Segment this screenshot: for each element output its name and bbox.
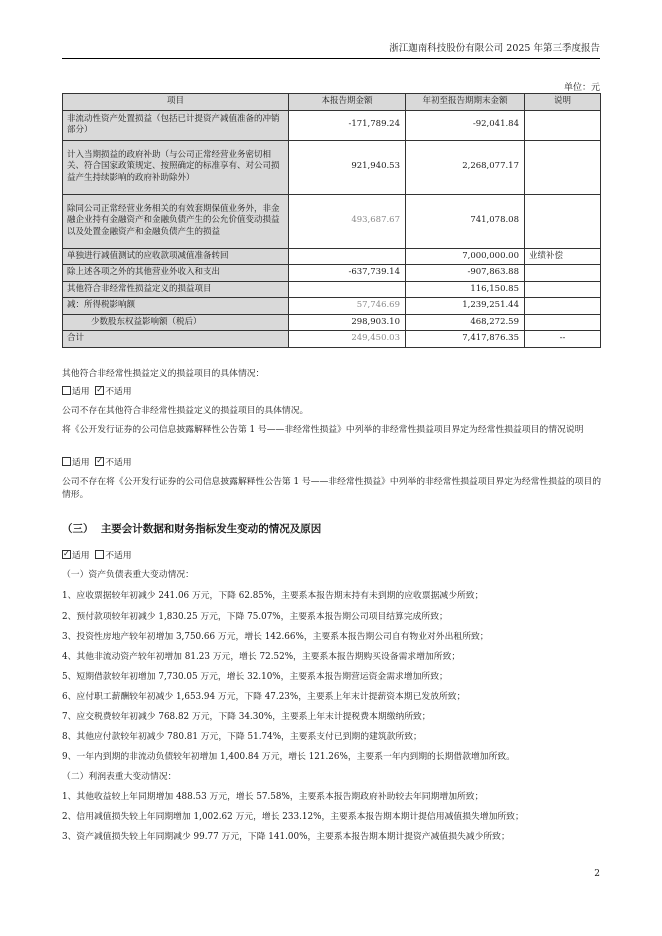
table-row: [63, 194, 601, 248]
list-item: 8、其他应付款较年初减少 780.81 万元，下降 51.74%，主要系支付已到期的建筑款所致；: [62, 732, 422, 742]
paragraph: 其他符合非经常性损益定义的损益项目的具体情况：: [62, 369, 265, 379]
row-note: [525, 314, 601, 331]
section-heading: 主要会计数据和财务指标发生变动的情况及原因: [100, 523, 322, 535]
list-item: 1、应收票据较年初减少 241.06 万元，下降 62.85%，主要系本报告期末持有未到期的应收票据减少所致；: [62, 591, 484, 601]
option-label: 不适用: [105, 387, 132, 397]
paragraph: 公司不存在其他符合非经常性损益定义的损益项目的具体情况。: [62, 406, 309, 416]
list-item: 9、一年内到期的非流动负债较年初增加 1,400.84 万元，增长 121.26%，主要系一年内到期的长期借款增加所致。: [62, 752, 515, 762]
list-item: 4、其他非流动资产较年初增加 81.23 万元，增长 72.52%，主要系本报告期购买设备需求增加所致；: [62, 652, 461, 662]
option-label: 不适用: [105, 458, 132, 468]
option-label: 适用: [72, 458, 90, 468]
applicability-check-2: [62, 457, 602, 470]
row-item: 除同公司正常经营业务相关的有效套期保值业务外，非金融企业持有金融资产和金融负债产生的公允价值变动损益以及处置金融资产和金融负债产生的损益: [63, 194, 289, 248]
list-item: 6、应付职工薪酬较年初减少 1,653.94 万元，下降 47.23%，主要系上年末计提薪资本期已发放所致；: [62, 692, 466, 702]
row-current: [289, 248, 406, 265]
non-recurring-gains-table: [62, 93, 601, 348]
checkbox-icon: [62, 386, 71, 395]
row-note: [525, 281, 601, 298]
row-item: 除上述各项之外的其他营业外收入和支出: [63, 265, 289, 282]
row-current: 493,687.67: [289, 194, 406, 248]
option-label: 不适用: [105, 551, 132, 561]
row-current: 298,903.10: [289, 314, 406, 331]
row-ytd: 468,272.59: [406, 314, 525, 331]
checked-checkbox-icon: [62, 550, 71, 559]
row-ytd: 2,268,077.17: [406, 140, 525, 194]
table-header-row: [63, 94, 601, 111]
table-row-total: [63, 331, 601, 348]
list-item: 1、其他收益较上年同期增加 488.53 万元，增长 57.58%，主要系本报告期政府补助较去年同期增加所致；: [62, 792, 484, 802]
row-ytd: -907,863.88: [406, 265, 525, 282]
section-title: [62, 521, 321, 536]
row-item: 少数股东权益影响额（税后）: [63, 314, 289, 331]
list-item: 2、预付款项较年初减少 1,830.25 万元，下降 75.07%，主要系本报告期公司项目结算完成所致；: [62, 612, 448, 622]
row-item: 其他符合非经常性损益定义的损益项目: [63, 281, 289, 298]
col-header-current: 本报告期金额: [289, 94, 406, 111]
row-ytd: -92,041.84: [406, 110, 525, 140]
page-header: 浙江迦南科技股份有限公司 2025 年第三季度报告: [62, 40, 600, 59]
checked-checkbox-icon: [95, 457, 104, 466]
col-header-note: 说明: [525, 94, 601, 111]
row-ytd: 7,417,876.35: [406, 331, 525, 348]
row-ytd: 116,150.85: [406, 281, 525, 298]
row-current: 921,940.53: [289, 140, 406, 194]
row-note: [525, 140, 601, 194]
row-current: 57,746.69: [289, 298, 406, 315]
table-row: [63, 140, 601, 194]
row-item: 单独进行减值测试的应收款项减值准备转回: [63, 248, 289, 265]
col-header-item: 项目: [63, 94, 289, 111]
balance-sheet-heading: （一）资产负债表重大变动情况：: [62, 570, 194, 580]
row-item: 合计: [63, 331, 289, 348]
checkbox-icon: [95, 550, 104, 559]
row-note: [525, 110, 601, 140]
paragraph: 将《公开发行证券的公司信息披露解释性公告第 1 号——非经常性损益》中列举的非经常性损益项目界定为经常性损益项目的情况说明: [62, 425, 584, 435]
table-row: [63, 314, 601, 331]
row-ytd: 1,239,251.44: [406, 298, 525, 315]
option-label: 适用: [72, 551, 90, 561]
row-item: 减：所得税影响额: [63, 298, 289, 315]
table-row: [63, 298, 601, 315]
section-number: （三）: [62, 523, 94, 535]
list-item: 7、应交税费较年初减少 768.82 万元，下降 34.30%，主要系上年末计提税费本期缴纳所致；: [62, 712, 431, 722]
col-header-ytd: 年初至报告期期末金额: [406, 94, 525, 111]
list-item: 3、投资性房地产较年初增加 3,750.66 万元，增长 142.66%，主要系本报告期公司自有物业对外出租所致；: [62, 632, 489, 642]
applicability-check-1: [62, 386, 602, 399]
row-note: --: [525, 331, 601, 348]
row-note: [525, 298, 601, 315]
row-note: [525, 265, 601, 282]
row-note: [525, 194, 601, 248]
list-item: 2、信用减值损失较上年同期增加 1,002.62 万元，增长 233.12%，主要系本报告期本期计提信用减值损失增加所致；: [62, 812, 524, 822]
row-current: 249,450.03: [289, 331, 406, 348]
row-ytd: 741,078.08: [406, 194, 525, 248]
table-row: [63, 265, 601, 282]
row-current: -637,739.14: [289, 265, 406, 282]
row-current: [289, 281, 406, 298]
table-row: [63, 248, 601, 265]
checked-checkbox-icon: [95, 386, 104, 395]
checkbox-icon: [62, 457, 71, 466]
row-current: -171,789.24: [289, 110, 406, 140]
row-item: 非流动性资产处置损益（包括已计提资产减值准备的冲销部分）: [63, 110, 289, 140]
row-ytd: 7,000,000.00: [406, 248, 525, 265]
row-item: 计入当期损益的政府补助（与公司正常经营业务密切相关、符合国家政策规定、按照确定的标准享有、对公司损益产生持续影响的政府补助除外）: [63, 140, 289, 194]
income-statement-heading: （二）利润表重大变动情况：: [62, 772, 177, 782]
option-label: 适用: [72, 387, 90, 397]
list-item: 5、短期借款较年初增加 7,730.05 万元，增长 32.10%，主要系本报告期营运资金需求增加所致；: [62, 672, 448, 682]
paragraph: 公司不存在将《公开发行证券的公司信息披露解释性公告第 1 号——非经常性损益》中列举的非经常性损益项目界定为经常性损益的项目的情形。: [62, 477, 602, 500]
unit-label: 单位：元: [563, 83, 600, 93]
list-item: 3、资产减值损失较上年同期减少 99.77 万元，下降 141.00%，主要系本报告期本期计提资产减值损失减少所致；: [62, 832, 510, 842]
applicability-check-3: [62, 550, 602, 563]
row-note: 业绩补偿: [525, 248, 601, 265]
table-row: [63, 110, 601, 140]
page-number: 2: [594, 869, 600, 879]
table-row: [63, 281, 601, 298]
